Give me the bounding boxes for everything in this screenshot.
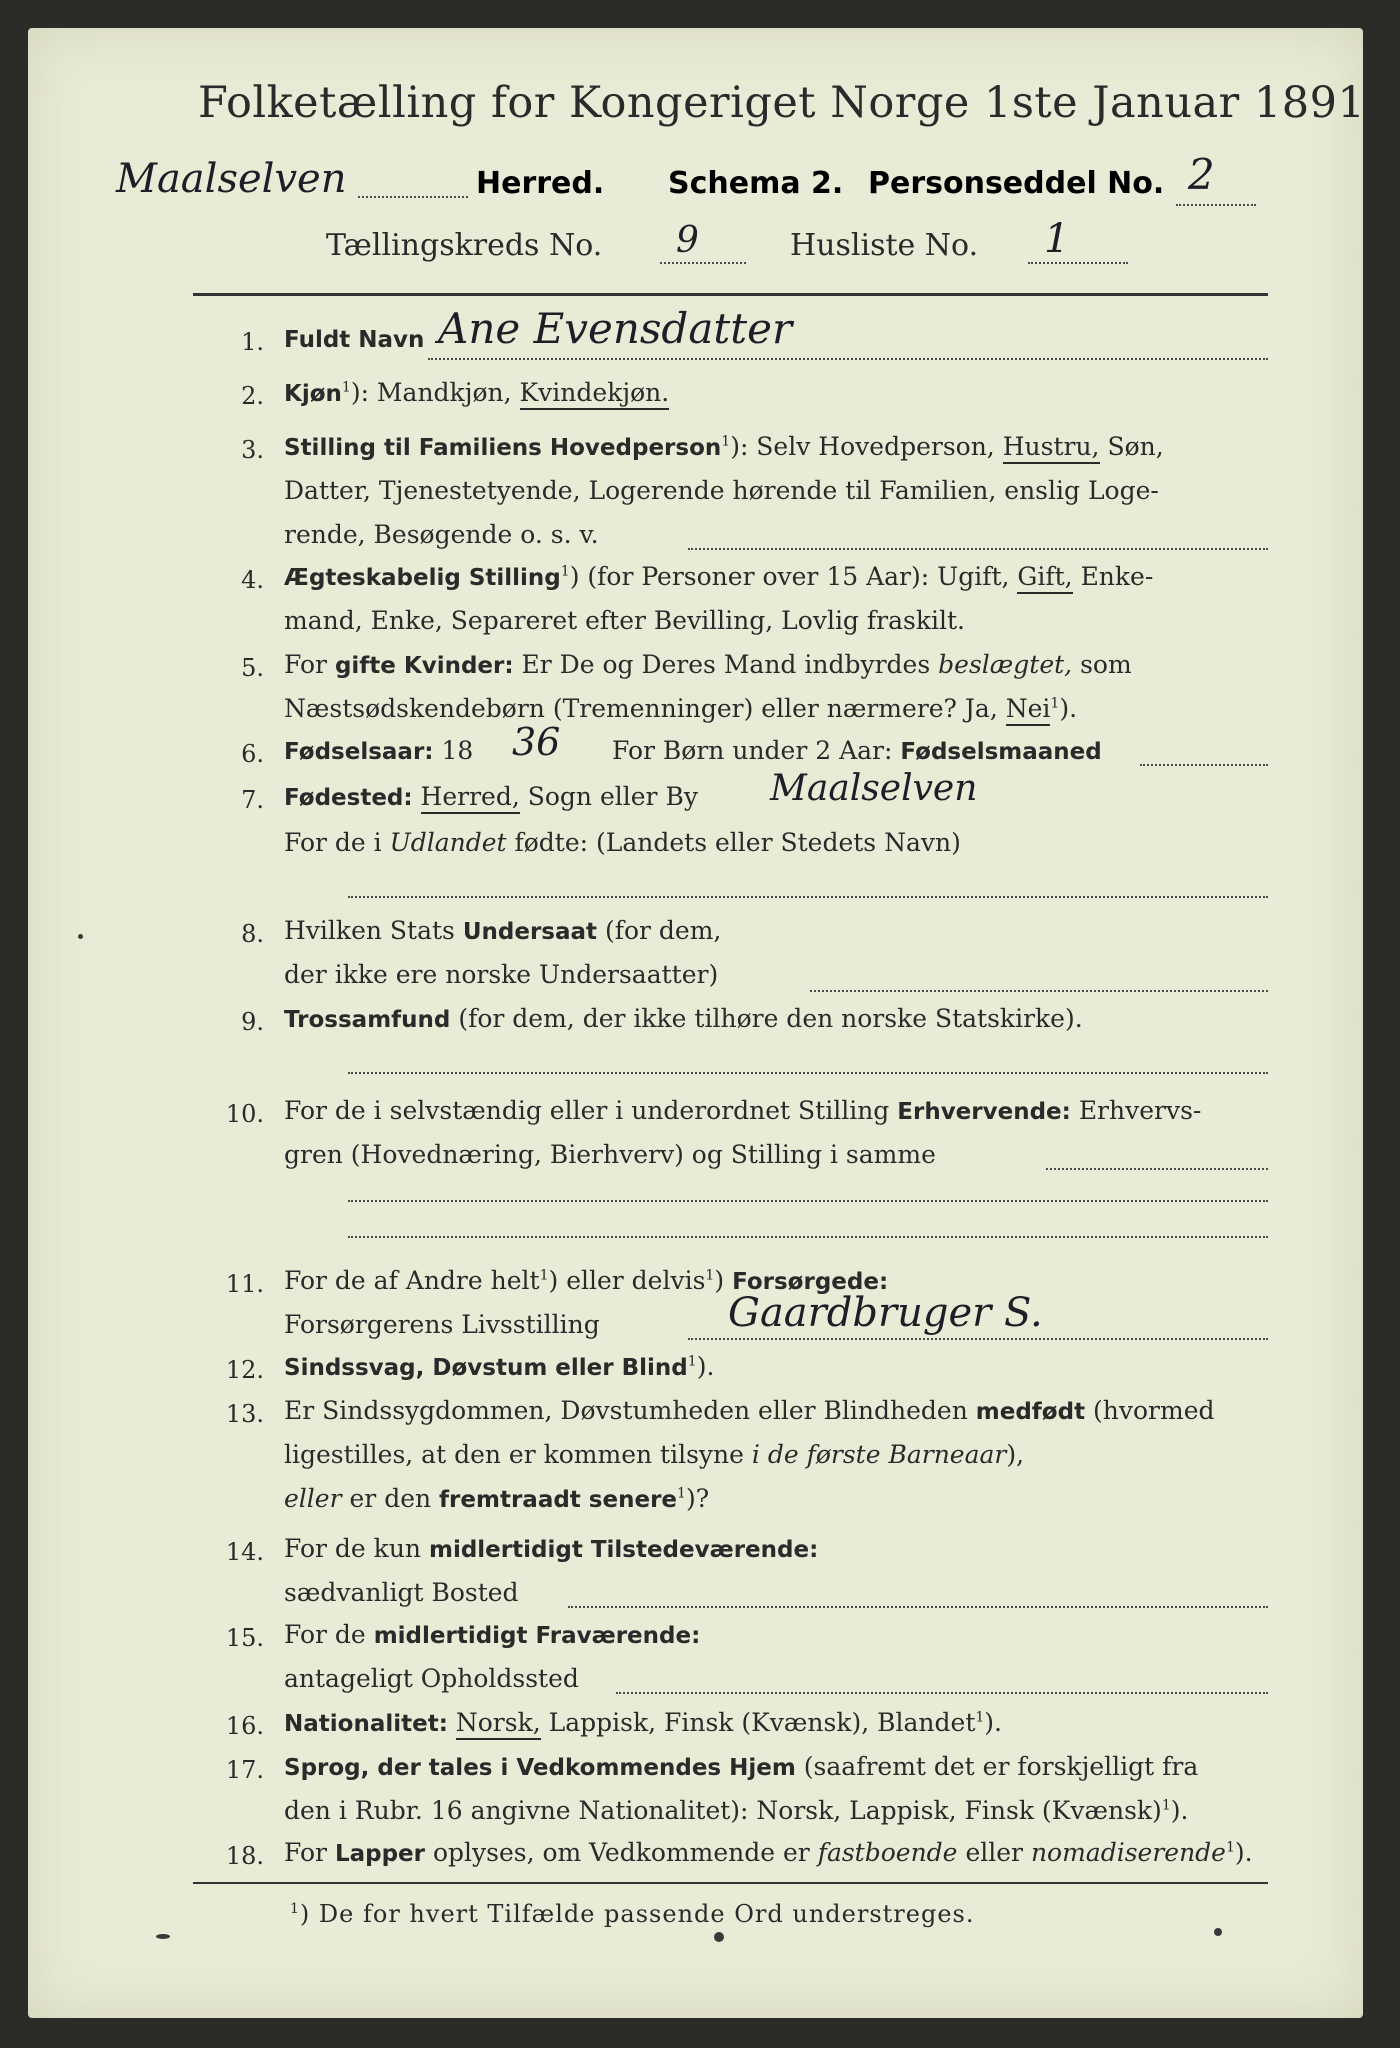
infant-birth-month [612,736,1102,765]
birthplace-value: Maalselven [770,768,978,809]
form-title: Folketælling for Kongeriget Norge 1ste Januar 1891. [198,78,1380,128]
sami-label: Lapper [334,1841,425,1867]
item-5-married-women [284,650,1132,679]
birth-year-prefix: 18 [441,736,474,765]
citizenship-text: (for dem, [604,916,722,945]
item-number: 13. [225,1400,264,1428]
item-number: 12. [225,1356,264,1384]
birth-month-label: Fødselsmaaned [900,739,1102,765]
item-number: 9. [241,1008,264,1036]
item-number: 16. [225,1712,264,1740]
nationality-selected: Norsk, [456,1708,541,1740]
congenital-italic: eller [284,1484,342,1513]
occupation-label: Erhvervende: [897,1099,1071,1125]
temporary-present-label: midlertidigt Tilstedeværende: [428,1537,819,1563]
sami-nomadic: nomadiserende [1030,1838,1226,1867]
footnote-ref: 1 [560,563,570,580]
congenital-italic: i de første Barneaar [751,1440,1007,1469]
disability-close: ). [696,1352,715,1381]
congenital-text: ligestilles, at den er kommen tilsyne [284,1440,744,1469]
birth-year-value: 36 [512,720,561,764]
disability-label: Sindssvag, Døvstum eller Blind [284,1355,688,1381]
marital-label: Ægteskabelig Stilling [284,565,561,591]
footnote-ref: 1 [705,1267,715,1284]
married-women-prefix: For [284,650,327,679]
supporter-occupation-value: Gaardbruger S. [728,1290,1043,1336]
abroad-text: fødte: (Landets eller Stedets Navn) [514,828,961,857]
nationality-options: Lappisk, Finsk (Kvænsk), Blandet [548,1708,976,1737]
marital-option-text: ) (for Personer over 15 Aar): Ugift, [569,562,1010,591]
religion-text: (for dem, der ikke tilhøre den norske Statskirke). [458,1004,1083,1033]
item-number: 1. [241,328,264,356]
ink-mark [156,1934,170,1939]
birthplace-abroad [284,828,961,857]
item-1-full-name [284,324,424,353]
supported-label: Forsørgede: [732,1269,889,1295]
marital-line-2: mand, Enke, Separeret efter Bevilling, Lovlig fraskilt. [284,606,965,635]
marital-option-text: Enke- [1080,562,1154,591]
item-16-nationality [284,1708,1002,1737]
citizenship-text: Hvilken Stats [284,916,455,945]
husliste-number: 1 [1044,216,1070,262]
item-number: 6. [241,740,264,768]
sami-text: eller [965,1838,1023,1867]
gender-selected: Kvindekjøn. [520,378,670,410]
personseddel-number: 2 [1188,150,1215,199]
item-number: 4. [241,566,264,594]
relation-option-text: Søn, [1107,432,1164,461]
relation-line-2: Datter, Tjenestetyende, Logerende hørende til Familien, enslig Loge- [284,476,1159,505]
relation-line-3: rende, Besøgende o. s. v. [284,520,599,549]
temporary-present-text: For de kun [284,1534,422,1563]
husliste-label: Husliste No. [790,228,979,263]
married-women-question: som [1080,650,1132,679]
probable-residence-label: antageligt Opholdssted [284,1664,579,1693]
birth-year-label: Fødselsaar: [284,739,434,765]
temporary-absent-text: For de [284,1620,366,1649]
birthplace-selected: Herred, [421,782,520,814]
occupation-text: For de i selvstændig eller i underordnet Stilling [284,1096,890,1125]
gender-options: ): Mandkjøn, [350,378,512,407]
header-divider [193,293,1268,296]
married-women-selected: Nei [1006,694,1051,726]
full-name-value: Ane Evensdatter [438,304,793,353]
item-number: 3. [241,436,264,464]
language-text: (saafremt det er forskjelligt fra [803,1752,1199,1781]
item-6-birth-year [284,736,473,765]
item-number: 10. [225,1100,264,1128]
language-close: ). [1170,1796,1189,1825]
footnote-ref: 1 [1225,1839,1235,1856]
item-8-citizenship [284,916,721,945]
taellingskreds-number: 9 [676,220,699,261]
footnote-ref: 1 [539,1267,549,1284]
sami-close: ). [1234,1838,1253,1867]
citizenship-line-2: der ikke ere norske Undersaatter) [284,960,719,989]
occupation-text: Erhvervs- [1078,1096,1202,1125]
supporter-occupation-label: Forsørgerens Livsstilling [284,1310,600,1339]
item-7-birthplace [284,782,698,811]
nationality-label: Nationalitet: [284,1711,448,1737]
item-number: 8. [241,920,264,948]
schema-label: Schema 2. [668,166,844,201]
ink-mark [78,934,83,939]
usual-residence-label: sædvanligt Bosted [284,1578,519,1607]
nationality-close: ). [984,1708,1002,1737]
item-3-relation [284,432,1164,461]
married-women-label: gifte Kvinder: [334,653,514,679]
municipality-handwritten: Maalselven [116,156,347,202]
married-women-line-2 [284,694,1077,723]
footnote-text: ) De for hvert Tilfælde passende Ord understreges. [299,1900,975,1928]
item-9-religion [284,1004,1083,1033]
ink-mark [1214,1928,1222,1936]
birthplace-label: Fødested: [284,785,413,811]
item-15-temporary-absent [284,1620,700,1649]
item-number: 14. [225,1538,264,1566]
gender-label: Kjøn [284,381,342,407]
relation-label: Stilling til Familiens Hovedperson [284,435,722,461]
supported-text: For de af Andre helt [284,1266,540,1295]
herred-label: Herred. [476,166,605,201]
relation-selected: Hustru, [1003,432,1100,464]
full-name-label: Fuldt Navn [284,327,425,353]
congenital-text: Er Sindssygdommen, Døvstumheden eller Blindheden [284,1396,968,1425]
footnote-ref: 1 [1050,695,1060,712]
abroad-italic: Udlandet [389,828,507,857]
sami-text: oplyses, om Vedkommende er [432,1838,810,1867]
later-onset-label: fremtraadt senere [439,1487,678,1513]
religion-label: Trossamfund [284,1007,451,1033]
language-line-2 [284,1796,1188,1825]
taellingskreds-label: Tællingskreds No. [326,228,603,263]
sami-text: For [284,1838,327,1867]
footnote-ref: 1 [975,1709,985,1726]
congenital-text: )? [685,1484,710,1513]
footnote-ref: 1 [677,1485,686,1502]
citizenship-label: Undersaat [462,919,598,945]
item-13-congenital [284,1396,1215,1425]
married-women-question-2: Næstsødskendebørn (Tremenninger) eller nærmere? Ja, [284,694,998,723]
occupation-line-2: gren (Hovednæring, Bierhverv) og Stilling i samme [284,1140,936,1169]
footnote-ref: 1 [1161,1797,1171,1814]
item-18-sami [284,1838,1253,1867]
footnote-ref: 1 [290,1901,300,1917]
item-14-temporary-present [284,1534,818,1563]
married-women-question: Er De og Deres Mand indbyrdes [521,650,931,679]
abroad-text: For de i [284,828,382,857]
footnote-ref: 1 [687,1353,697,1370]
item-number: 17. [225,1756,264,1784]
congenital-text: (hvormed [1093,1396,1215,1425]
married-women-close: ). [1059,694,1078,723]
ink-mark [714,1932,724,1942]
congenital-text: ), [1006,1440,1025,1469]
item-2-gender [284,378,669,407]
supported-text: ) eller delvis [548,1266,706,1295]
relation-option-text: ): Selv Hovedperson, [730,432,995,461]
census-form-sheet [28,28,1380,2018]
supported-text: ) [714,1266,725,1295]
item-number: 7. [241,786,264,814]
birthplace-options: Sogn eller By [527,782,698,811]
footnote [290,1900,974,1928]
married-women-related: beslægtet, [938,650,1073,679]
congenital-line-3 [284,1484,709,1513]
footnote-ref: 1 [721,433,731,450]
sami-settled: fastboende [817,1838,958,1867]
item-number: 18. [225,1842,264,1870]
marital-selected: Gift, [1017,562,1072,594]
item-number: 11. [225,1270,264,1298]
congenital-line-2 [284,1440,1024,1469]
item-number: 2. [241,382,264,410]
personseddel-label: Personseddel No. [868,166,1165,201]
language-label: Sprog, der tales i Vedkommendes Hjem [284,1755,796,1781]
footer-divider [193,1882,1268,1884]
item-number: 5. [241,654,264,682]
item-10-occupation [284,1096,1201,1125]
congenital-text: er den [349,1484,432,1513]
language-options: den i Rubr. 16 angivne Nationalitet): Norsk, Lappisk, Finsk (Kvænsk) [284,1796,1162,1825]
footnote-ref: 1 [341,379,351,396]
item-17-language [284,1752,1198,1781]
item-number: 15. [225,1624,264,1652]
infant-birth-month-text: For Børn under 2 Aar: [612,736,893,765]
temporary-absent-label: midlertidigt Fraværende: [373,1623,701,1649]
item-4-marital [284,562,1153,591]
item-12-disability [284,1352,714,1381]
congenital-label: medfødt [975,1399,1086,1425]
